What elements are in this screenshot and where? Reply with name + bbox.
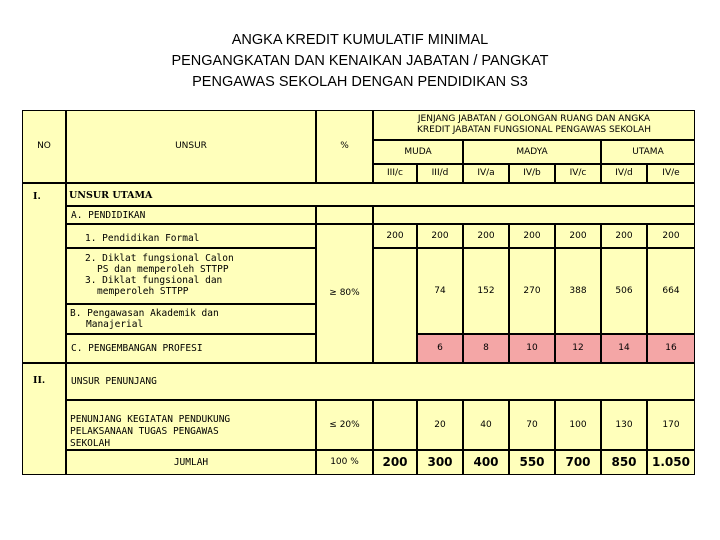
c-value: 6 [417, 334, 463, 363]
header-jenjang [373, 110, 695, 140]
grade-header: III/c [373, 164, 417, 183]
pendidikan-value: 200 [509, 224, 555, 248]
penunjang-line-2: PELAKSANAAN TUGAS PENGAWAS [70, 426, 219, 437]
jumlah-value: 400 [463, 450, 509, 475]
b-value: 74 [417, 248, 463, 334]
row-no-i: I. [22, 183, 66, 363]
blank-cell [373, 206, 695, 224]
diklat-line-1: 2. Diklat fungsional Calon [85, 253, 234, 264]
penunjang-percent: ≤ 20% [316, 400, 373, 450]
header-no: NO [22, 110, 66, 183]
grade-header: IV/d [601, 164, 647, 183]
blank-cell [373, 248, 417, 363]
b-line-1: B. Pengawasan Akademik dan [70, 308, 219, 319]
penunjang-label [66, 400, 316, 450]
penunjang-value: 170 [647, 400, 695, 450]
unsur-utama-label: UNSUR UTAMA [66, 183, 695, 206]
grade-header: IV/a [463, 164, 509, 183]
penunjang-value: 130 [601, 400, 647, 450]
c-value: 16 [647, 334, 695, 363]
c-pengembangan-label: C. PENGEMBANGAN PROFESI [66, 334, 316, 363]
title-line-3: PENGAWAS SEKOLAH DENGAN PENDIDIKAN S3 [192, 74, 528, 90]
c-value: 14 [601, 334, 647, 363]
b-value: 270 [509, 248, 555, 334]
header-utama: UTAMA [601, 140, 695, 164]
penunjang-value: 70 [509, 400, 555, 450]
jumlah-value: 1.050 [647, 450, 695, 475]
penunjang-value: 20 [417, 400, 463, 450]
jumlah-value: 850 [601, 450, 647, 475]
row-no-ii: II. [22, 363, 66, 475]
pendidikan-value: 200 [601, 224, 647, 248]
penunjang-line-3: SEKOLAH [70, 438, 111, 449]
blank-cell [316, 206, 373, 224]
jumlah-value: 300 [417, 450, 463, 475]
diklat-line-4: memperoleh STTPP [97, 286, 189, 297]
diklat-line-3: 3. Diklat fungsional dan [85, 275, 223, 286]
header-muda: MUDA [373, 140, 463, 164]
jumlah-label: JUMLAH [66, 450, 316, 475]
penunjang-value: 40 [463, 400, 509, 450]
jumlah-percent: 100 % [316, 450, 373, 475]
title-line-2: PENGANGKATAN DAN KENAIKAN JABATAN / PANGKAT [171, 53, 549, 69]
grade-header: IV/b [509, 164, 555, 183]
b-value: 152 [463, 248, 509, 334]
pendidikan-value: 200 [417, 224, 463, 248]
header-percent: % [316, 110, 373, 183]
b-pengawasan-label [66, 304, 316, 334]
header-jenjang-line-2: KREDIT JABATAN FUNGSIONAL PENGAWAS SEKOLAH [417, 125, 651, 135]
b-line-2: Manajerial [86, 319, 144, 330]
jumlah-value: 200 [373, 450, 417, 475]
title-line-1: ANGKA KREDIT KUMULATIF MINIMAL [231, 32, 489, 48]
c-value: 12 [555, 334, 601, 363]
c-value: 8 [463, 334, 509, 363]
grade-header: III/d [417, 164, 463, 183]
b-value: 388 [555, 248, 601, 334]
header-madya: MADYA [463, 140, 601, 164]
page-title [0, 30, 720, 93]
pendidikan-value: 200 [373, 224, 417, 248]
b-value: 506 [601, 248, 647, 334]
grade-header: IV/c [555, 164, 601, 183]
grade-header: IV/e [647, 164, 695, 183]
a-pendidikan-label: A. PENDIDIKAN [66, 206, 316, 224]
header-jenjang-line-1: JENJANG JABATAN / GOLONGAN RUANG DAN ANGKA [417, 114, 651, 124]
jumlah-value: 700 [555, 450, 601, 475]
utama-percent: ≥ 80% [316, 224, 373, 363]
diklat-label [66, 248, 316, 304]
diklat-line-2: PS dan memperoleh STTPP [97, 264, 229, 275]
pendidikan-value: 200 [463, 224, 509, 248]
penunjang-line-1: PENUNJANG KEGIATAN PENDUKUNG [70, 414, 231, 425]
c-value: 10 [509, 334, 555, 363]
pendidikan-formal-label: 1. Pendidikan Formal [66, 224, 316, 248]
jumlah-value: 550 [509, 450, 555, 475]
unsur-penunjang-label: UNSUR PENUNJANG [66, 363, 695, 400]
b-value: 664 [647, 248, 695, 334]
pendidikan-value: 200 [555, 224, 601, 248]
blank-cell [373, 400, 417, 450]
penunjang-value: 100 [555, 400, 601, 450]
header-unsur: UNSUR [66, 110, 316, 183]
pendidikan-value: 200 [647, 224, 695, 248]
